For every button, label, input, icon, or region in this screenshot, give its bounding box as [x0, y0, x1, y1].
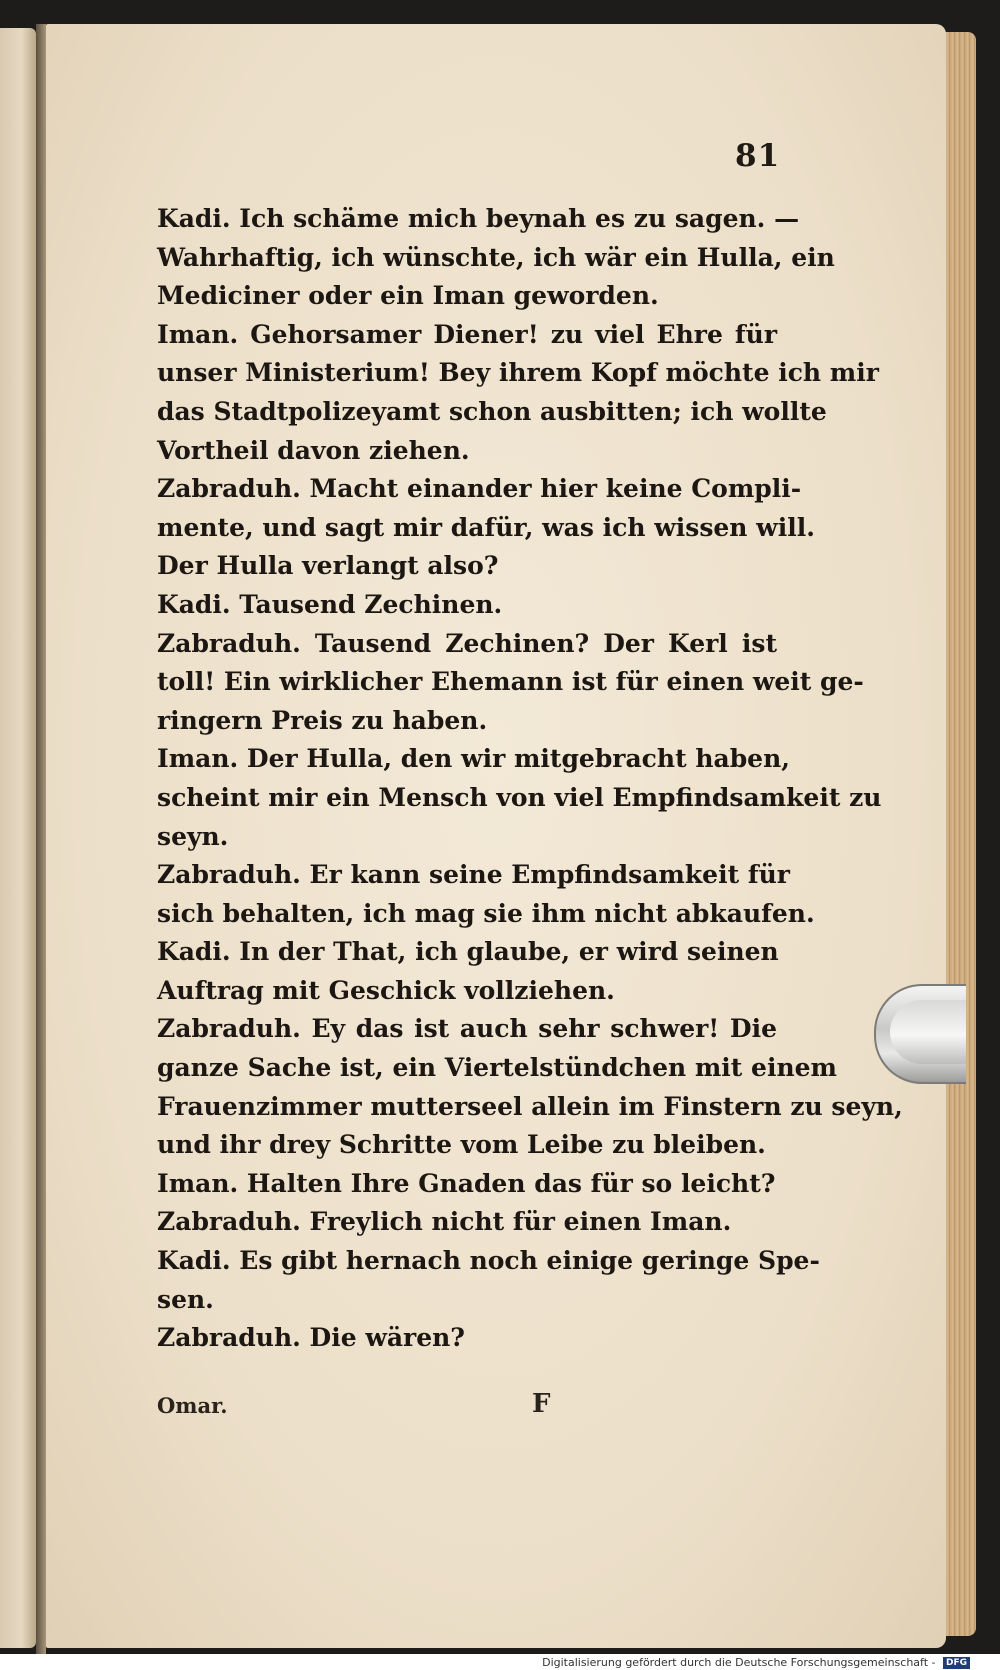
text-line: seyn.	[157, 821, 229, 851]
text-line: scheint mir ein Mensch von viel Empfindsamkeit zu	[157, 782, 882, 812]
text-line: Iman. Gehorsamer Diener! zu viel Ehre für	[157, 319, 777, 349]
book-gutter	[36, 24, 46, 1654]
text-line: Zabraduh. Tausend Zechinen? Der Kerl ist	[157, 628, 777, 658]
text-line: toll! Ein wirklicher Ehemann ist für einen weit ge-	[157, 667, 864, 697]
text-line: mente, und sagt mir dafür, was ich wissen will.	[157, 512, 815, 542]
text-line: ganze Sache ist, ein Viertelstündchen mit einem	[157, 1053, 837, 1083]
text-line: Kadi. In der That, ich glaube, er wird seinen	[157, 937, 779, 967]
text-line: Vortheil davon ziehen.	[157, 435, 470, 465]
text-line: Wahrhaftig, ich wünschte, ich wär ein Hulla, ein	[157, 242, 835, 272]
text-line: Zabraduh. Freylich nicht für einen Iman.	[157, 1207, 732, 1237]
text-line: ringern Preis zu haben.	[157, 705, 488, 735]
text-line: Iman. Halten Ihre Gnaden das für so leicht?	[157, 1168, 776, 1198]
text-line: und ihr drey Schritte vom Leibe zu bleiben.	[157, 1130, 766, 1160]
text-line: das Stadtpolizeyamt schon ausbitten; ich wollte	[157, 396, 827, 426]
digitization-credit	[542, 1656, 970, 1669]
text-line: Mediciner oder ein Iman geworden.	[157, 281, 659, 311]
left-page-edge	[0, 28, 36, 1648]
text-line: Kadi. Ich schäme mich beynah es zu sagen. —	[157, 204, 800, 233]
credit-text: Digitalisierung gefördert durch die Deutsche Forschungsgemeinschaft -	[542, 1656, 936, 1669]
text-line: Kadi. Tausend Zechinen.	[157, 589, 503, 619]
text-line: Der Hulla verlangt also?	[157, 551, 499, 581]
catchword: Omar.	[157, 1393, 228, 1418]
text-line: unser Ministerium! Bey ihrem Kopf möchte ich mir	[157, 358, 879, 388]
text-line: Zabraduh. Ey das ist auch sehr schwer! Die	[157, 1014, 777, 1044]
text-line: sen.	[157, 1284, 214, 1314]
text-line: sich behalten, ich mag sie ihm nicht abkaufen.	[157, 898, 815, 928]
page-text	[157, 200, 903, 1358]
text-line: Kadi. Es gibt hernach noch einige geringe Spe-	[157, 1246, 820, 1276]
text-line: Zabraduh. Die wären?	[157, 1323, 465, 1353]
text-line: Zabraduh. Macht einander hier keine Compli-	[157, 474, 802, 504]
text-line: Auftrag mit Geschick vollziehen.	[157, 975, 615, 1005]
page-number: 81	[735, 138, 781, 174]
dfg-logo: DFG	[943, 1657, 970, 1669]
page-clip	[874, 984, 966, 1084]
text-line: Frauenzimmer mutterseel allein im Finstern zu seyn,	[157, 1091, 903, 1121]
page-clip-highlight	[890, 1000, 966, 1064]
text-line: Iman. Der Hulla, den wir mitgebracht haben,	[157, 744, 790, 774]
signature-mark: F	[532, 1389, 551, 1419]
text-line: Zabraduh. Er kann seine Empfindsamkeit für	[157, 860, 790, 890]
